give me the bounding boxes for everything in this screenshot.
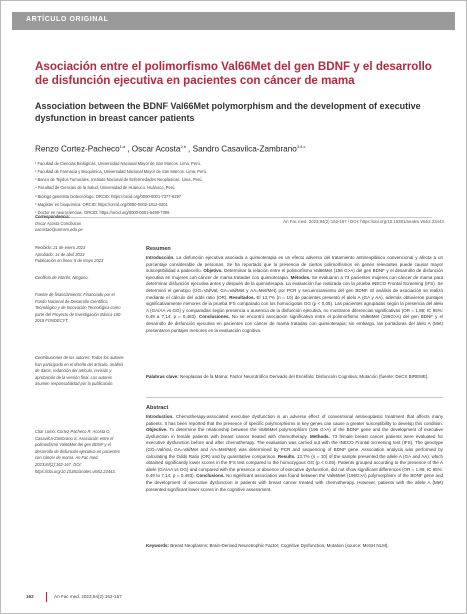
resumen-heading: Resumen [146,246,171,252]
abstract-res-label: Results. [277,453,296,459]
abstract-obj: To determine the relationship between the Val66Met polymorphism (196 G>A) of the BDNF gene and the development of executive dysfunction in female patients with breast cancer treated with chemotherapy. [146,427,443,439]
abstract-meth: 73 female breast cancer patients were evaluated for executive dysfunction before and after chemotherapy. The evaluation was carried out with the INECO Frontal Screening test (IFS). The genotype (GG=Val/Val, GA=Val/Met and AA=Met/Met) was determined by PCR and sequencing of BDNF gene. Association analysis was performed by calculating the Odds Ratio (OR) and by quantitative comparison. [146,433,443,459]
resumen-conc-label: Conclusiones. [199,314,230,320]
resumen-conc: No se encontró asociación significativa entre el polimorfismo Val66Met (196G>A) del gen BDNF y el desarrollo de disfunción ejecutiva en pacientes con cáncer de mama tratadas con quimioterapia; sin embargo, las portadoras del alelo A (Met) presentaron puntajes menores en la evaluación cognitiva. [146,314,443,333]
abstract-kw-label: Keywords: [146,543,170,548]
correspondence-block [35,214,125,234]
contributions-text: Contribuciones de los autores: Todos los autores han participado en el diseño del artículo, análisis de datos, redacción del artículo, revisión y aprobación de la versión final. Los autores asumen responsabilidad por la publicación. [35,355,124,387]
resumen-res-label: Resultados. [229,294,255,300]
affiliation: ¹ Facultad de Ciencias Biológicas, Universidad Nacional Mayor de San Marcos. Lima, Perú. [35,161,201,166]
resumen-intro-label: Introducción. [146,255,175,260]
resumen-keywords [146,374,443,381]
approved-date: Aprobado: 14 de abril 2023 [35,251,85,257]
cite-text: Citar como: Cortez-Pacheco R, Acosta O, Casavilca-Zambrano S. Asociación entre el polimorfismo Val66Met del gen BDNF y el desarrollo de disfunción ejecutiva en pacientes con cáncer de mama. An Fac med. 2023;84(2):162-167. DOI: https://doi.org/10.15381/anales.v84i2.23443. [35,429,120,474]
section-banner [12,12,455,30]
affiliation: ⁴ Facultad de Ciencias de la Salud, Universidad de Huánuco. Huánuco, Perú. [35,185,176,191]
conflict-block [35,275,125,282]
affiliation: ᵃ Biólogo genetista biotecnólogo. ORCID: https://orcid.org/0000-0001-7377-6297 [35,193,182,199]
abstract-intro: Chemotherapy-associated executive dysfunction is an adverse effect of conventional antineoplastic treatment that affects many patients. It has been reported that the presence of specific polymorphisms in key genes can cause a greater susceptibility to develop this condition. [146,414,443,426]
resumen-kw-label: Palabras clave: [146,374,179,379]
title-english: Association between the BDNF Val66Met polymorphism and the development of executive dysfunction in breast cancer patients [35,101,421,123]
abstract-intro-label: Introduction. [146,414,174,419]
abstract-conc: No significant association was found between the Val66Met (196G>A) polymorphism of the BDNF gene and the development of executive dysfunction in patients with breast cancer treated with chemotherapy. However, patients with the allele A (Met) presented significant lower scores in the cognitive assessment. [146,473,443,492]
resumen-meth-label: Métodos. [290,274,311,280]
affiliation: ᶜ Doctor en neurociencias. ORCID: https://orcid.org/0000-0001-6498-7399 [35,209,170,215]
author-sup: 1,a [119,144,126,149]
affiliation: ᵇ Magíster en bioquímica. ORCID: https://orcid.org/0000-0002-1812-0201 [35,201,168,207]
abstract-meth-label: Methods. [310,433,330,439]
resumen-obj-label: Objetivo. [203,268,223,274]
resumen-res: El 13,7% (n = 10) de pacientes presentó el alelo A (GA y AA), además obtuvieron puntajes significativamente menores de la prueba IFS comparado con los homocigotas GG (p < 0,05). Las pacientes agrupadas según la presencia del alelo A (GA/AA vs GG) y comparadas según presencia o ausencia de la disfunción ejecutiva, no mostraron diferencias significativas (OR = 1,86; IC 95%: 0,49 a 7,14; p = 0,483). [146,294,443,320]
resumen-obj: Determinar la relación entre el polimorfismo Val66Met (196 G>A) del gen BDNF y el desarrollo de disfunción ejecutiva en mujeres con cáncer de mama tratadas con quimioterapia. [146,268,443,280]
footer-divider [46,592,47,602]
correspondence-name: Oscar Acosta Conchucos [35,220,82,226]
affiliations-list [35,160,445,217]
published-date: Publicación en línea: 5 de mayo 2023 [35,258,104,264]
resumen-intro: La disfunción ejecutiva asociada a quimioterapia es un efecto adverso del tratamiento antineoplásico convencional y afecta a un porcentaje considerable de personas. Se ha reportado que la presencia de ciertos polimorfismos en genes relevantes puede causar mayor susceptibilidad a padecerlo. [146,255,443,274]
abstract-heading: Abstract [146,405,169,411]
received-date: Recibido: 21 de enero 2023 [35,245,86,250]
abstract-res: 13.7% (n = 10) of the sample presented the allele A (GA and AA), which obtained significantly lower scores in the IFS test compared to the homozygous GG (p < 0.05). Patients grouped according to the presence of the A allele (GA/AA vs GG) and compared with the presence or absence of executive dysfunction, did not show significant differences (OR = 1.86; IC 95%: 0.49 to 7.14; p = 0.483). [146,453,443,479]
funding-block [35,292,125,325]
abstract-kw: Breast Neoplasms; Brain-Derived Neurotrophic Factor; Cognitive Dysfunction, Mutation (source: MeSH NLM). [170,543,389,548]
affiliation: ² Facultad de Farmacia y Bioquímica, Universidad Nacional Mayor de San Marcos. Lima, Perú. [35,169,208,175]
author-name: Sandro Casavilca-Zambrano [192,144,297,154]
footer-journal: An Fac med. 2023;84(2):162-167 [54,594,122,599]
conflict-text: Conflicto de interés: Ninguno. [35,275,89,280]
doi-header[interactable]: An Fac med. 2023;84(2):162-167 / DOI: https://doi.org/10.15381/anales.v84i2.23443. [283,219,445,224]
page-number: 162 [26,594,34,599]
author-name: Renzo Cortez-Pacheco [35,144,120,154]
abstract-conc-label: Conclusions. [196,473,225,479]
resumen-meth: Se evaluaron a 73 pacientes mujeres con cáncer de mama para determinar disfunción ejecutiva antes y después de la quimioterapia. La evaluación fue realizada con la prueba INECO Frontal Screening (IFS). Se determinó el genotipo (GG=Val/Val, GA=Val/Met y AA=Met/Met) por PCR y secuenciamiento del gen BDNF. El análisis de asociación se realizó mediante el cálculo del odds ratio (OR). [146,274,443,300]
cite-block [35,429,125,475]
correspondence-label: Correspondencia: [35,214,71,219]
abstract-divider [146,397,443,398]
section-label: ARTÍCULO ORIGINAL [26,16,109,23]
title-spanish: Asociación entre el polimorfismo Val66Met del gen BDNF y el desarrollo de disfunción ejecutiva en pacientes con cáncer de mama [35,60,432,87]
resumen-kw: Neoplasias de la Mama; Factor Neurotrófico Derivado del Encéfalo; Disfunción Cognitiva; Mutación (fuente: DeCS BIREME). [180,374,429,379]
abstract-keywords [146,543,443,550]
correspondence-email[interactable]: oacostac@unmsm.edu.pe [35,227,83,233]
dates-block [35,245,125,265]
affiliation: ³ Banco de Tejidos Tumorales, Instituto Nacional de Enfermedades Neoplásicas. Lima, Perú. [35,177,203,183]
abstract-body [146,414,443,493]
author-name: Oscar Acosta [131,144,181,154]
funding-text: Fuente de financiamiento: Financiado por el Fondo Nacional de Desarrollo Científico, Tecnológico y de Innovación Tecnológica como parte del Proyecto de Investigación Básica 100-2018 FONDECYT. [35,292,122,324]
authors-line: Renzo Cortez-Pacheco$^{1,a}$ , Oscar Acosta$^{2,b}$ , Sandro Casavilca-Zambrano$^{3,4,c}$ [35,144,306,154]
page-footer [12,590,455,604]
contributions-block [35,355,125,388]
abstract-obj-label: Objective. [146,427,168,433]
resumen-body [146,255,443,334]
author-sup: 3,4,c [296,144,306,149]
author-sup: 2,b [180,144,187,149]
